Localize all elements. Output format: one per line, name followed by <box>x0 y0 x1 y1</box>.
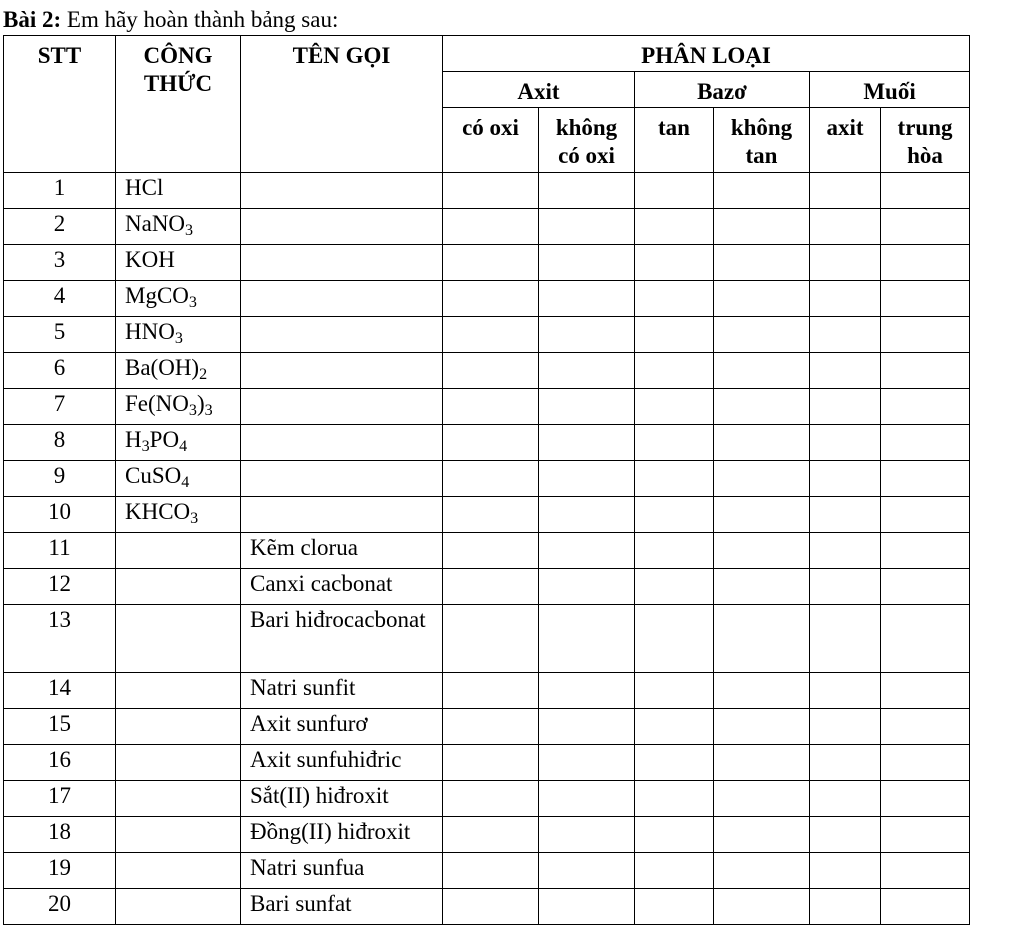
formula-cell <box>116 317 241 353</box>
classification-cell-bazo-khong-tan <box>714 317 810 353</box>
stt-cell: 17 <box>4 781 116 817</box>
classification-cell-axit-khong-co-oxi <box>539 889 635 925</box>
formula-cell <box>116 853 241 889</box>
classification-cell-bazo-khong-tan <box>714 245 810 281</box>
stt-cell: 19 <box>4 853 116 889</box>
classification-cell-muoi-axit <box>810 461 881 497</box>
header-axit-khong-co-oxi: không có oxi <box>539 108 635 173</box>
classification-cell-muoi-trung-hoa <box>881 245 970 281</box>
name-cell: Kẽm clorua <box>241 533 443 569</box>
classification-cell-bazo-tan <box>635 889 714 925</box>
name-cell <box>241 245 443 281</box>
table-row <box>4 281 970 317</box>
table-row <box>4 817 970 853</box>
formula-cell <box>116 605 241 673</box>
classification-cell-axit-co-oxi <box>443 853 539 889</box>
stt-cell: 18 <box>4 817 116 853</box>
formula-subscript: 3 <box>190 510 199 528</box>
classification-cell-axit-co-oxi <box>443 425 539 461</box>
classification-cell-muoi-trung-hoa <box>881 533 970 569</box>
classification-cell-axit-co-oxi <box>443 889 539 925</box>
formula-text: KOH <box>125 247 175 272</box>
stt-cell: 16 <box>4 745 116 781</box>
formula-text: ) <box>196 391 205 416</box>
classification-cell-muoi-trung-hoa <box>881 889 970 925</box>
classification-cell-bazo-tan <box>635 461 714 497</box>
classification-cell-bazo-tan <box>635 245 714 281</box>
formula-text: PO <box>149 427 180 452</box>
classification-cell-bazo-khong-tan <box>714 853 810 889</box>
classification-cell-axit-co-oxi <box>443 245 539 281</box>
formula-text: H <box>125 427 142 452</box>
exercise-heading <box>3 5 338 35</box>
classification-cell-axit-khong-co-oxi <box>539 569 635 605</box>
stt-cell: 5 <box>4 317 116 353</box>
classification-cell-bazo-khong-tan <box>714 709 810 745</box>
classification-cell-bazo-tan <box>635 853 714 889</box>
formula-subscript: 4 <box>179 438 188 456</box>
exercise-instruction: Em hãy hoàn thành bảng sau: <box>61 7 339 32</box>
header-phan-loai: PHÂN LOẠI <box>443 36 970 72</box>
formula-cell <box>116 889 241 925</box>
classification-cell-muoi-trung-hoa <box>881 497 970 533</box>
stt-cell: 14 <box>4 673 116 709</box>
classification-cell-muoi-axit <box>810 317 881 353</box>
header-stt: STT <box>4 36 116 173</box>
formula-subscript: 3 <box>188 402 197 420</box>
table-row <box>4 745 970 781</box>
classification-cell-axit-co-oxi <box>443 673 539 709</box>
stt-cell: 6 <box>4 353 116 389</box>
name-cell: Đồng(II) hiđroxit <box>241 817 443 853</box>
name-cell: Axit sunfuhiđric <box>241 745 443 781</box>
stt-cell: 15 <box>4 709 116 745</box>
name-cell <box>241 209 443 245</box>
stt-cell: 4 <box>4 281 116 317</box>
classification-cell-axit-co-oxi <box>443 709 539 745</box>
classification-cell-axit-co-oxi <box>443 173 539 209</box>
stt-cell: 20 <box>4 889 116 925</box>
classification-cell-bazo-khong-tan <box>714 353 810 389</box>
formula-subscript: 2 <box>199 366 208 384</box>
name-cell <box>241 425 443 461</box>
classification-cell-axit-khong-co-oxi <box>539 533 635 569</box>
stt-cell: 13 <box>4 605 116 673</box>
name-cell: Sắt(II) hiđroxit <box>241 781 443 817</box>
classification-cell-bazo-tan <box>635 745 714 781</box>
classification-cell-bazo-tan <box>635 173 714 209</box>
classification-cell-muoi-axit <box>810 889 881 925</box>
formula-text: MgCO <box>125 283 189 308</box>
formula-cell <box>116 281 241 317</box>
formula-cell <box>116 497 241 533</box>
header-muoi-axit: axit <box>810 108 881 173</box>
classification-cell-bazo-tan <box>635 533 714 569</box>
formula-cell <box>116 709 241 745</box>
classification-cell-axit-khong-co-oxi <box>539 425 635 461</box>
classification-cell-bazo-tan <box>635 709 714 745</box>
classification-cell-bazo-tan <box>635 389 714 425</box>
classification-cell-bazo-tan <box>635 569 714 605</box>
classification-cell-muoi-axit <box>810 245 881 281</box>
header-axit: Axit <box>443 72 635 108</box>
classification-cell-muoi-trung-hoa <box>881 317 970 353</box>
classification-cell-bazo-khong-tan <box>714 673 810 709</box>
classification-cell-muoi-axit <box>810 673 881 709</box>
classification-cell-bazo-khong-tan <box>714 461 810 497</box>
classification-cell-muoi-trung-hoa <box>881 209 970 245</box>
stt-cell: 1 <box>4 173 116 209</box>
stt-cell: 8 <box>4 425 116 461</box>
table-row <box>4 353 970 389</box>
header-axit-co-oxi: có oxi <box>443 108 539 173</box>
classification-cell-axit-khong-co-oxi <box>539 605 635 673</box>
formula-subscript: 3 <box>188 294 197 312</box>
classification-cell-axit-khong-co-oxi <box>539 173 635 209</box>
classification-cell-bazo-tan <box>635 673 714 709</box>
formula-subscript: 3 <box>174 330 183 348</box>
name-cell: Bari hiđrocacbonat <box>241 605 443 673</box>
classification-cell-axit-co-oxi <box>443 497 539 533</box>
name-cell <box>241 353 443 389</box>
classification-cell-muoi-axit <box>810 209 881 245</box>
classification-cell-muoi-trung-hoa <box>881 569 970 605</box>
classification-cell-bazo-tan <box>635 317 714 353</box>
header-ten-goi: TÊN GỌI <box>241 36 443 173</box>
classification-cell-muoi-trung-hoa <box>881 853 970 889</box>
classification-cell-axit-co-oxi <box>443 781 539 817</box>
header-muoi-trung-hoa: trung hòa <box>881 108 970 173</box>
classification-cell-bazo-khong-tan <box>714 889 810 925</box>
name-cell: Natri sunfit <box>241 673 443 709</box>
name-cell: Canxi cacbonat <box>241 569 443 605</box>
name-cell: Bari sunfat <box>241 889 443 925</box>
table-row <box>4 605 970 673</box>
classification-cell-axit-co-oxi <box>443 569 539 605</box>
classification-cell-axit-co-oxi <box>443 533 539 569</box>
header-bazo-khong-tan: không tan <box>714 108 810 173</box>
classification-table <box>3 35 970 925</box>
table-row <box>4 209 970 245</box>
classification-cell-axit-co-oxi <box>443 281 539 317</box>
stt-cell: 2 <box>4 209 116 245</box>
name-cell <box>241 317 443 353</box>
classification-cell-muoi-axit <box>810 745 881 781</box>
classification-cell-axit-khong-co-oxi <box>539 281 635 317</box>
classification-cell-muoi-axit <box>810 389 881 425</box>
classification-cell-muoi-axit <box>810 425 881 461</box>
classification-cell-bazo-khong-tan <box>714 605 810 673</box>
stt-cell: 11 <box>4 533 116 569</box>
classification-cell-bazo-tan <box>635 497 714 533</box>
classification-cell-muoi-axit <box>810 781 881 817</box>
formula-cell <box>116 673 241 709</box>
classification-cell-muoi-trung-hoa <box>881 745 970 781</box>
classification-cell-bazo-khong-tan <box>714 173 810 209</box>
table-row <box>4 317 970 353</box>
header-cong-thuc: CÔNG THỨC <box>116 36 241 173</box>
table-row <box>4 245 970 281</box>
table-row <box>4 673 970 709</box>
table-row <box>4 781 970 817</box>
formula-text: HCl <box>125 175 164 200</box>
classification-cell-muoi-trung-hoa <box>881 461 970 497</box>
classification-cell-bazo-khong-tan <box>714 281 810 317</box>
formula-text: NaNO <box>125 211 186 236</box>
classification-cell-axit-co-oxi <box>443 817 539 853</box>
classification-cell-axit-khong-co-oxi <box>539 245 635 281</box>
formula-cell <box>116 389 241 425</box>
formula-text: HNO <box>125 319 175 344</box>
classification-cell-bazo-khong-tan <box>714 425 810 461</box>
classification-cell-axit-khong-co-oxi <box>539 209 635 245</box>
classification-cell-bazo-khong-tan <box>714 497 810 533</box>
classification-cell-muoi-axit <box>810 569 881 605</box>
classification-cell-bazo-khong-tan <box>714 569 810 605</box>
classification-cell-axit-khong-co-oxi <box>539 317 635 353</box>
formula-cell <box>116 569 241 605</box>
classification-cell-muoi-axit <box>810 353 881 389</box>
classification-cell-axit-co-oxi <box>443 389 539 425</box>
exercise-label: Bài 2: <box>3 7 62 32</box>
formula-cell <box>116 817 241 853</box>
classification-cell-bazo-khong-tan <box>714 389 810 425</box>
name-cell <box>241 173 443 209</box>
name-cell <box>241 389 443 425</box>
stt-cell: 10 <box>4 497 116 533</box>
formula-text: KHCO <box>125 499 191 524</box>
classification-cell-axit-khong-co-oxi <box>539 817 635 853</box>
classification-cell-muoi-trung-hoa <box>881 605 970 673</box>
name-cell: Natri sunfua <box>241 853 443 889</box>
classification-cell-muoi-axit <box>810 709 881 745</box>
classification-cell-muoi-trung-hoa <box>881 173 970 209</box>
classification-cell-axit-co-oxi <box>443 317 539 353</box>
classification-cell-muoi-axit <box>810 173 881 209</box>
table-row <box>4 389 970 425</box>
classification-cell-bazo-tan <box>635 425 714 461</box>
formula-cell <box>116 353 241 389</box>
classification-cell-axit-khong-co-oxi <box>539 353 635 389</box>
classification-cell-axit-khong-co-oxi <box>539 673 635 709</box>
name-cell: Axit sunfurơ <box>241 709 443 745</box>
formula-cell <box>116 173 241 209</box>
classification-cell-axit-khong-co-oxi <box>539 709 635 745</box>
classification-cell-bazo-tan <box>635 353 714 389</box>
classification-cell-axit-co-oxi <box>443 461 539 497</box>
table-row <box>4 709 970 745</box>
header-muoi: Muối <box>810 72 970 108</box>
stt-cell: 12 <box>4 569 116 605</box>
formula-subscript: 3 <box>185 222 194 240</box>
classification-cell-axit-co-oxi <box>443 209 539 245</box>
classification-cell-bazo-khong-tan <box>714 745 810 781</box>
formula-subscript: 4 <box>181 474 190 492</box>
stt-cell: 7 <box>4 389 116 425</box>
formula-text: Fe(NO <box>125 391 189 416</box>
classification-cell-muoi-trung-hoa <box>881 281 970 317</box>
classification-cell-muoi-trung-hoa <box>881 817 970 853</box>
classification-cell-bazo-khong-tan <box>714 817 810 853</box>
table-row <box>4 569 970 605</box>
classification-cell-axit-khong-co-oxi <box>539 853 635 889</box>
formula-cell <box>116 745 241 781</box>
formula-subscript: 3 <box>141 438 150 456</box>
classification-cell-muoi-axit <box>810 533 881 569</box>
stt-cell: 9 <box>4 461 116 497</box>
classification-cell-muoi-axit <box>810 605 881 673</box>
classification-cell-muoi-axit <box>810 817 881 853</box>
formula-cell <box>116 461 241 497</box>
classification-cell-muoi-trung-hoa <box>881 673 970 709</box>
classification-cell-bazo-tan <box>635 781 714 817</box>
table-row <box>4 461 970 497</box>
formula-cell <box>116 781 241 817</box>
table-body <box>4 173 970 925</box>
classification-cell-axit-khong-co-oxi <box>539 389 635 425</box>
classification-cell-axit-khong-co-oxi <box>539 745 635 781</box>
formula-cell <box>116 245 241 281</box>
classification-cell-bazo-tan <box>635 605 714 673</box>
classification-cell-muoi-trung-hoa <box>881 781 970 817</box>
formula-cell <box>116 209 241 245</box>
classification-cell-axit-khong-co-oxi <box>539 497 635 533</box>
header-bazo: Bazơ <box>635 72 810 108</box>
classification-cell-bazo-khong-tan <box>714 209 810 245</box>
classification-cell-muoi-trung-hoa <box>881 425 970 461</box>
table-row <box>4 533 970 569</box>
classification-cell-bazo-tan <box>635 281 714 317</box>
classification-cell-muoi-trung-hoa <box>881 389 970 425</box>
name-cell <box>241 461 443 497</box>
classification-cell-bazo-tan <box>635 817 714 853</box>
formula-subscript: 3 <box>204 402 213 420</box>
formula-cell <box>116 425 241 461</box>
formula-text: Ba(OH) <box>125 355 200 380</box>
header-bazo-tan: tan <box>635 108 714 173</box>
table-row <box>4 425 970 461</box>
classification-cell-muoi-trung-hoa <box>881 353 970 389</box>
classification-cell-muoi-axit <box>810 281 881 317</box>
name-cell <box>241 497 443 533</box>
classification-cell-bazo-khong-tan <box>714 533 810 569</box>
classification-cell-axit-co-oxi <box>443 605 539 673</box>
classification-cell-muoi-trung-hoa <box>881 709 970 745</box>
stt-cell: 3 <box>4 245 116 281</box>
classification-cell-muoi-axit <box>810 497 881 533</box>
table-row <box>4 889 970 925</box>
formula-text: CuSO <box>125 463 182 488</box>
table-header <box>4 36 970 173</box>
classification-cell-muoi-axit <box>810 853 881 889</box>
classification-cell-axit-khong-co-oxi <box>539 461 635 497</box>
classification-cell-axit-co-oxi <box>443 745 539 781</box>
formula-cell <box>116 533 241 569</box>
classification-cell-axit-khong-co-oxi <box>539 781 635 817</box>
table-row <box>4 497 970 533</box>
classification-cell-axit-co-oxi <box>443 353 539 389</box>
table-row <box>4 853 970 889</box>
name-cell <box>241 281 443 317</box>
classification-cell-bazo-tan <box>635 209 714 245</box>
classification-cell-bazo-khong-tan <box>714 781 810 817</box>
table-row <box>4 173 970 209</box>
